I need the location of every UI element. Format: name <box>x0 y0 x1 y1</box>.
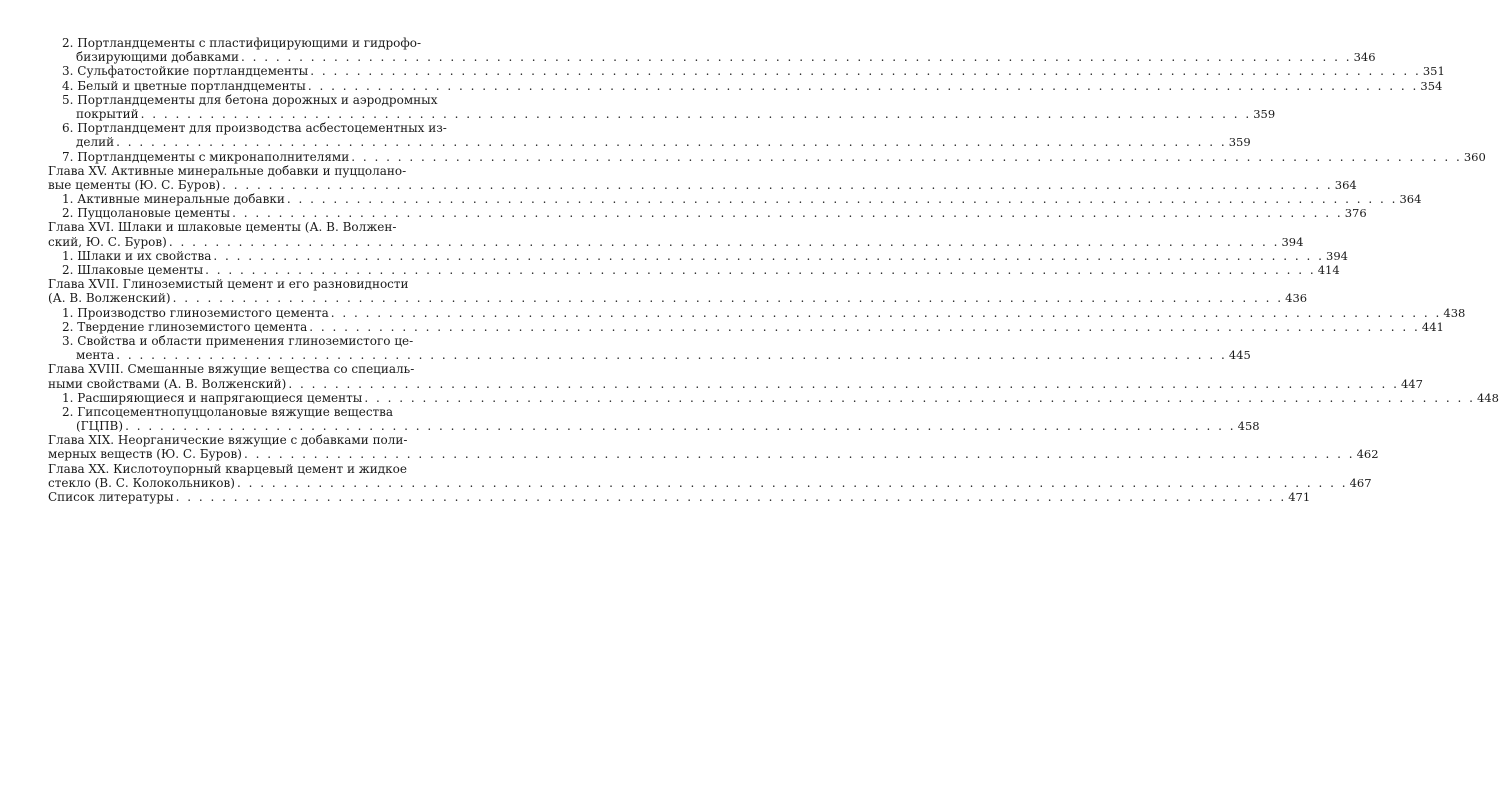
toc-line-text: Глава XV. Активные минеральные добавки и пуццолано- <box>48 163 407 178</box>
page-number: 346 <box>1353 50 1376 65</box>
toc-line <box>48 447 1379 462</box>
toc-line <box>48 334 498 348</box>
page-number: 471 <box>1288 490 1311 504</box>
table-of-contents <box>48 36 1499 504</box>
toc-line-text: Глава XVI. Шлаки и шлаковые цементы (А. В. Волжен- <box>48 220 397 235</box>
leader-dots <box>310 64 1421 78</box>
toc-line-text: 5. Портландцементы для бетона дорожных и аэродромных <box>62 92 438 107</box>
toc-line <box>48 177 1357 192</box>
toc-line <box>48 405 498 419</box>
toc-line-text: делий <box>76 135 115 150</box>
toc-line <box>48 390 1499 405</box>
toc-line-text: вые цементы (Ю. С. Буров) <box>48 177 221 192</box>
toc-section-entry <box>48 263 1340 277</box>
leader-dots <box>237 476 1348 490</box>
toc-section-entry <box>48 149 1486 164</box>
leader-dots <box>176 490 1287 504</box>
toc-line <box>48 490 1311 504</box>
toc-line <box>48 93 498 107</box>
toc-section-entry <box>48 92 1276 121</box>
page-number: 445 <box>1228 348 1251 363</box>
toc-line-text: Глава XVII. Глиноземистый цемент и его разновидности <box>48 277 409 292</box>
toc-line <box>48 475 1372 490</box>
toc-line <box>48 305 1466 320</box>
leader-dots <box>232 206 1343 220</box>
toc-line <box>48 419 1260 434</box>
toc-chapter-entry <box>48 433 1379 462</box>
toc-line-text: 6. Портландцемент для производства асбестоцементных из- <box>62 121 447 136</box>
toc-line <box>48 164 498 178</box>
leader-dots <box>169 235 1280 249</box>
page-number: 447 <box>1400 376 1423 391</box>
toc-chapter-entry <box>48 461 1372 490</box>
toc-line <box>48 78 1443 93</box>
toc-line-text: 1. Шлаки и их свойства <box>62 248 212 263</box>
leader-dots <box>287 192 1398 206</box>
toc-line <box>48 121 498 135</box>
toc-section-entry <box>48 390 1499 405</box>
toc-line <box>48 362 498 376</box>
toc-line-text: Глава XVIII. Смешанные вяжущие вещества со специаль- <box>48 362 415 377</box>
toc-section-entry <box>48 78 1443 93</box>
toc-line <box>48 433 498 447</box>
toc-line <box>48 277 498 291</box>
leader-dots <box>173 291 1284 305</box>
leader-dots <box>222 178 1333 192</box>
toc-line-text: 4. Белый и цветные портландцементы <box>62 78 306 93</box>
toc-chapter-entry <box>48 163 1357 192</box>
toc-bibliography-entry <box>48 490 1311 504</box>
page-number: 458 <box>1237 419 1260 434</box>
leader-dots <box>288 377 1399 391</box>
toc-line <box>48 36 498 50</box>
toc-line <box>48 248 1348 263</box>
leader-dots <box>244 447 1355 461</box>
toc-line <box>48 376 1423 391</box>
leader-dots <box>205 263 1316 277</box>
toc-section-entry <box>48 333 1251 363</box>
toc-line <box>48 234 1304 249</box>
toc-line-text: 2. Гипсоцементнопуццолановые вяжущие вещества <box>62 404 394 419</box>
leader-dots <box>241 50 1352 64</box>
toc-line <box>48 263 1340 277</box>
toc-line-text: 7. Портландцементы с микронаполнителями <box>62 149 350 164</box>
page-number: 364 <box>1334 177 1357 192</box>
leader-dots <box>213 249 1324 263</box>
toc-line <box>48 192 1422 207</box>
toc-section-entry <box>48 305 1466 320</box>
leader-dots <box>116 135 1227 149</box>
leader-dots <box>351 150 1462 164</box>
toc-section-entry <box>48 206 1367 221</box>
toc-line <box>48 149 1486 164</box>
toc-line-text: 3. Сульфатостойкие портландцементы <box>62 64 309 79</box>
toc-line-text: ский, Ю. С. Буров) <box>48 234 167 249</box>
page-number: 351 <box>1422 64 1445 79</box>
page-number: 462 <box>1356 447 1379 462</box>
leader-dots <box>331 306 1442 320</box>
page-number: 441 <box>1421 319 1444 334</box>
toc-section-entry <box>48 404 1260 434</box>
toc-line-text: Глава XIX. Неорганические вяжущие с добавками поли- <box>48 433 408 448</box>
toc-line <box>48 462 498 476</box>
toc-line-text: мента <box>76 348 115 363</box>
toc-line-text: покрытий <box>76 106 139 121</box>
toc-line <box>48 348 1251 363</box>
leader-dots <box>141 107 1252 121</box>
leader-dots <box>116 348 1227 362</box>
page-number: 359 <box>1253 106 1276 121</box>
toc-line-text: Список литературы <box>48 490 174 504</box>
toc-line <box>48 106 1276 121</box>
page-number: 394 <box>1326 248 1348 263</box>
toc-line-text: мерных веществ (Ю. С. Буров) <box>48 447 242 462</box>
leader-dots <box>309 320 1420 334</box>
page-number: 354 <box>1420 78 1443 93</box>
toc-section-entry <box>48 248 1348 263</box>
page-number: 394 <box>1281 234 1304 249</box>
toc-line <box>48 319 1444 334</box>
toc-line-text: 2. Пуццолановые цементы <box>62 206 231 221</box>
toc-section-entry <box>48 36 1376 65</box>
toc-section-entry <box>48 319 1444 334</box>
leader-dots <box>308 79 1419 93</box>
toc-line-text: (А. В. Волженский) <box>48 291 171 306</box>
page-number: 364 <box>1399 192 1422 207</box>
toc-chapter-entry <box>48 277 1308 306</box>
toc-line-text: стекло (В. С. Колокольников) <box>48 475 235 490</box>
toc-line-text: Глава XX. Кислотоупорный кварцевый цемент и жидкое <box>48 461 408 476</box>
toc-line <box>48 50 1376 65</box>
toc-line-text: 1. Производство глиноземистого цемента <box>62 305 329 320</box>
page-number: 448 <box>1476 390 1499 405</box>
toc-chapter-entry <box>48 362 1423 391</box>
toc-line-text: 2. Твердение глиноземистого цемента <box>62 319 308 334</box>
toc-line-text: 3. Свойства и области применения глиноземистого це- <box>62 333 414 348</box>
toc-line <box>48 220 498 234</box>
page-number: 360 <box>1463 149 1486 164</box>
page-number: 414 <box>1317 263 1340 277</box>
toc-line-text: бизирующими добавками <box>76 50 239 65</box>
page-number: 467 <box>1349 475 1372 490</box>
toc-line-text: ными свойствами (А. В. Волженский) <box>48 376 287 391</box>
toc-section-entry <box>48 192 1422 207</box>
toc-line <box>48 135 1251 150</box>
leader-dots <box>125 419 1236 433</box>
toc-line <box>48 206 1367 221</box>
page-number: 359 <box>1228 135 1251 150</box>
toc-line-text: 1. Расширяющиеся и напрягающиеся цементы <box>62 390 363 405</box>
toc-section-entry <box>48 121 1251 150</box>
toc-line-text: 2. Шлаковые цементы <box>62 263 204 277</box>
toc-line-text: 2. Портландцементы с пластифицирующими и гидрофо- <box>62 36 422 50</box>
toc-line <box>48 291 1308 306</box>
page-number: 376 <box>1344 206 1367 221</box>
toc-section-entry <box>48 64 1445 79</box>
toc-line <box>48 64 1445 79</box>
toc-chapter-entry <box>48 220 1304 249</box>
leader-dots <box>364 391 1475 405</box>
page-number: 436 <box>1285 291 1308 306</box>
toc-line-text: (ГЦПВ) <box>76 419 124 434</box>
toc-line-text: 1. Активные минеральные добавки <box>62 192 285 207</box>
page-number: 438 <box>1443 305 1466 320</box>
